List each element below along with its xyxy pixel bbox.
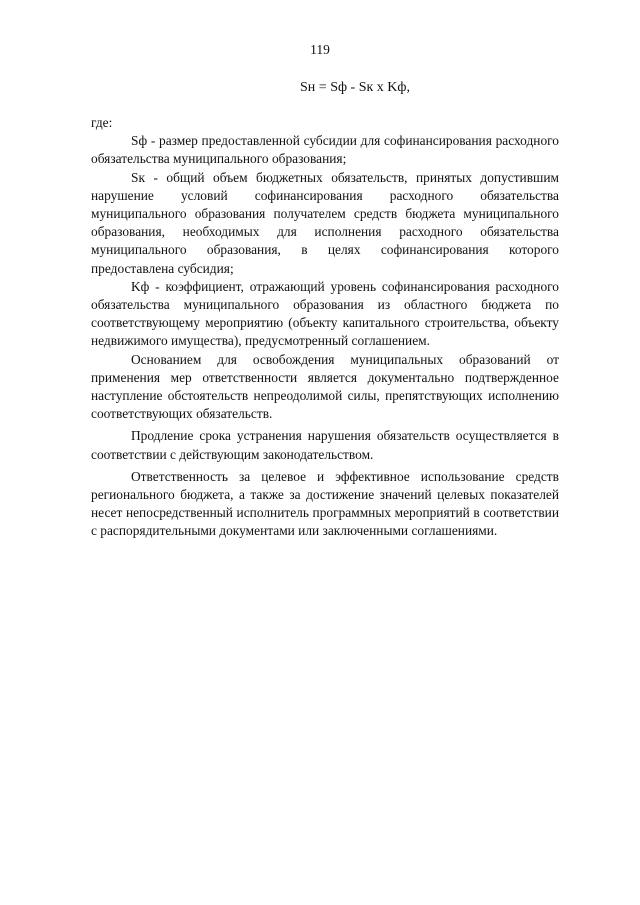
paragraph-exemption: Основанием для освобождения муниципальных образований от применения мер ответственности является документально подтвержденное наступление обстоятельств непреодолимой силы, препятствующих исполнению соответствующих обязательств. bbox=[91, 351, 559, 422]
paragraph-kf-definition: Kф - коэффициент, отражающий уровень софинансирования расходного обязательства муниципального образования из областного бюджета по соответствующему мероприятию (объекту капитального строительства, объекту недвижимого имущества), предусмотренный соглашением. bbox=[91, 278, 559, 349]
paragraph-extension: Продление срока устранения нарушения обязательств осуществляется в соответствии с действующим законодательством. bbox=[91, 428, 559, 462]
formula: Sн = Sф - Sк x Kф, bbox=[300, 80, 410, 95]
paragraph-sf-definition: Sф - размер предоставленной субсидии для софинансирования расходного обязательства муниципального образования; bbox=[91, 133, 559, 167]
page-number: 119 bbox=[310, 42, 330, 57]
paragraph-responsibility: Ответственность за целевое и эффективное использование средств регионального бюджета, а также за достижение значений целевых показателей несет непосредственный исполнитель программных мероприятий в соответствии с распорядительными документами или заключенными соглашениями. bbox=[91, 468, 559, 539]
paragraph-sk-definition: Sк - общий объем бюджетных обязательств, принятых допустившим нарушение условий софинансирования расходного обязательства муниципального образования получателем средств бюджета муниципального образования, необходимых для исполнения расходного обязательства муниципального образования, в целях софинансирования которого предоставлена субсидия; bbox=[91, 169, 559, 276]
where-label: где: bbox=[91, 115, 113, 130]
body-text bbox=[91, 114, 559, 541]
